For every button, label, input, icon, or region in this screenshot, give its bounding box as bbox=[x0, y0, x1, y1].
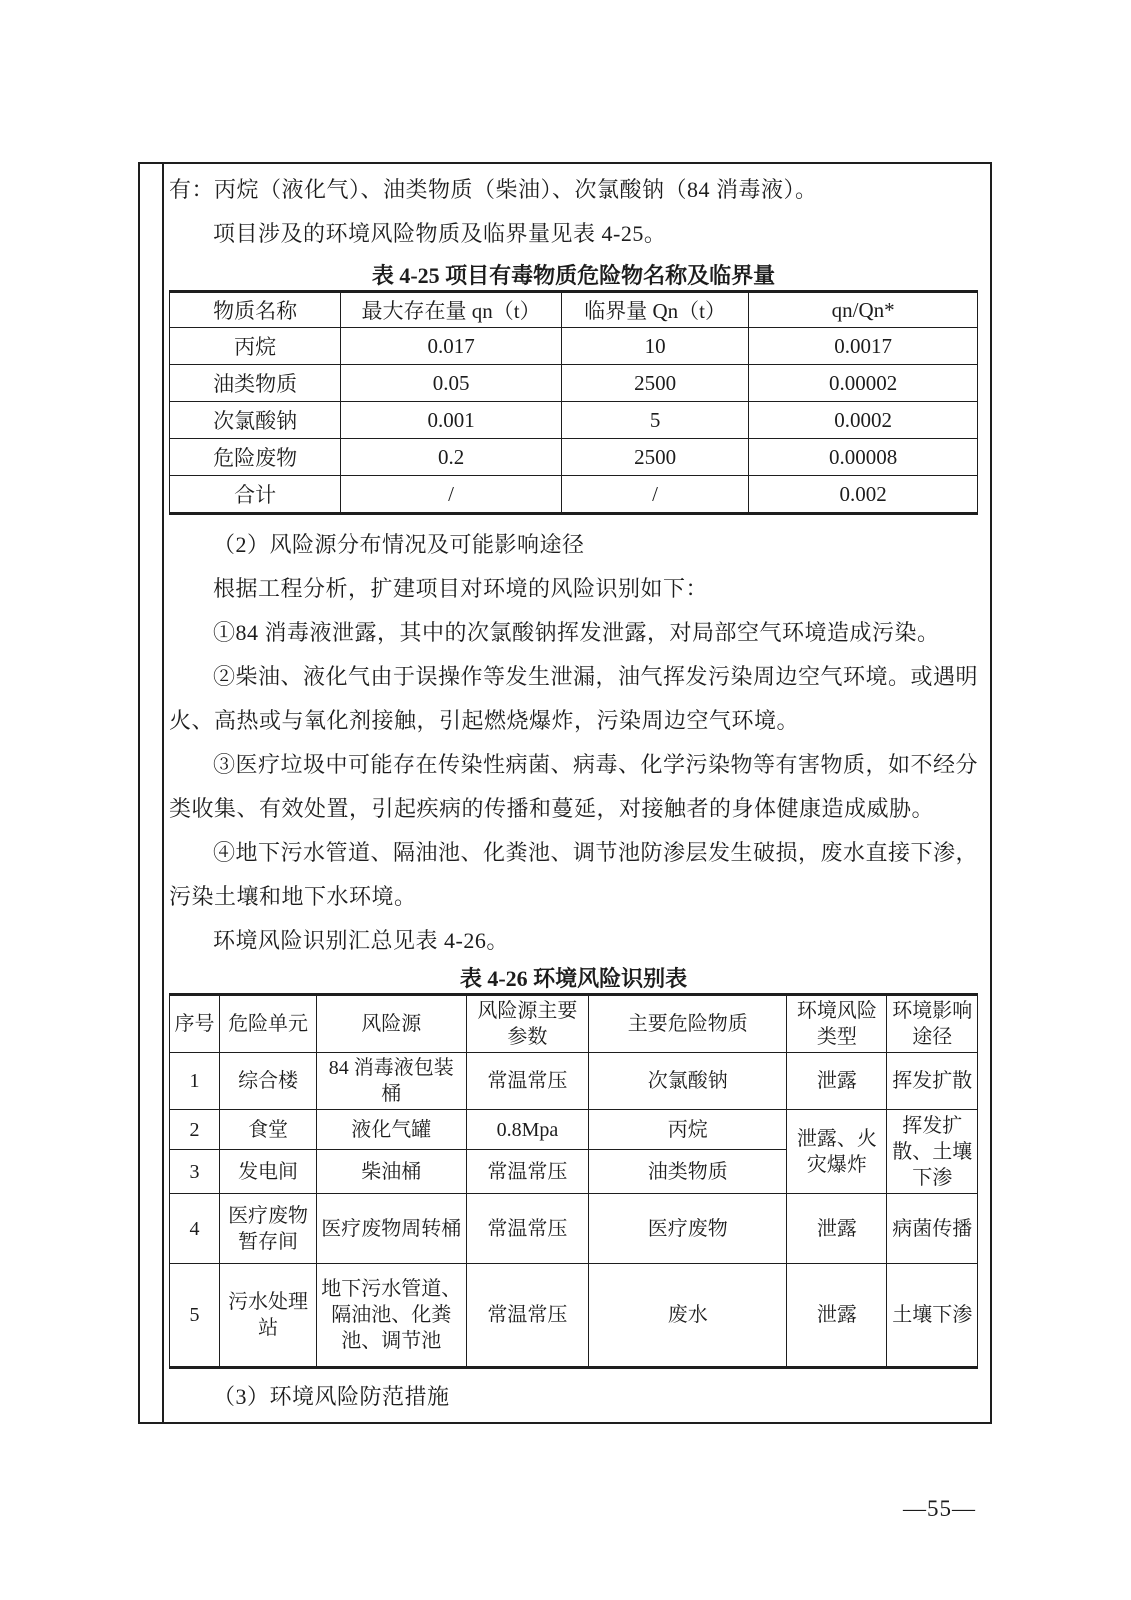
paragraph-risk-1: ①84 消毒液泄露，其中的次氯酸钠挥发泄露，对局部空气环境造成污染。 bbox=[213, 620, 940, 645]
table-cell-merged: 挥发扩散、土壤下渗 bbox=[887, 1110, 978, 1194]
table-cell: 医疗废物暂存间 bbox=[220, 1194, 317, 1264]
table-cell-merged: 泄露、火灾爆炸 bbox=[787, 1110, 887, 1194]
table-cell: 医疗废物周转桶 bbox=[317, 1194, 466, 1264]
page-frame bbox=[138, 162, 992, 1424]
paragraph-risk-3: ③医疗垃圾中可能存在传染性病菌、病毒、化学污染物等有害物质，如不经分类收集、有效处置，引起疾病的传播和蔓延，对接触者的身体健康造成威胁。 bbox=[169, 752, 979, 821]
table-cell: 0.00002 bbox=[749, 365, 978, 402]
table-4-25-header-cell: 物质名称 bbox=[170, 292, 341, 328]
table-cell: / bbox=[561, 476, 748, 514]
table-cell: 2 bbox=[170, 1110, 220, 1150]
intro-line-1: 有：丙烷（液化气）、油类物质（柴油）、次氯酸钠（84 消毒液）。 bbox=[169, 177, 818, 202]
page-number: —55— bbox=[903, 1496, 976, 1521]
table-cell: 液化气罐 bbox=[317, 1110, 466, 1150]
table-row bbox=[170, 402, 978, 439]
table-4-25-title: 表 4-25 项目有毒物质危险物名称及临界量 bbox=[371, 263, 776, 288]
paragraph-table-26-ref: 环境风险识别汇总见表 4-26。 bbox=[213, 928, 509, 953]
table-cell: 常温常压 bbox=[466, 1264, 589, 1368]
table-cell: 5 bbox=[170, 1264, 220, 1368]
table-row bbox=[170, 328, 978, 365]
table-cell: 2500 bbox=[561, 439, 748, 476]
table-cell: 油类物质 bbox=[170, 365, 341, 402]
table-cell: 地下污水管道、隔油池、化粪池、调节池 bbox=[317, 1264, 466, 1368]
table-cell: 常温常压 bbox=[466, 1194, 589, 1264]
table-cell: 油类物质 bbox=[589, 1150, 787, 1194]
table-cell: 0.00008 bbox=[749, 439, 978, 476]
table-cell: 泄露 bbox=[787, 1194, 887, 1264]
table-cell: 医疗废物 bbox=[589, 1194, 787, 1264]
table-4-26-header-cell: 序号 bbox=[170, 995, 220, 1053]
paragraph-risk-source-heading: （2）风险源分布情况及可能影响途径 bbox=[213, 532, 585, 557]
table-cell: 废水 bbox=[589, 1264, 787, 1368]
table-row bbox=[170, 1110, 978, 1150]
table-4-26-header-cell: 环境风险类型 bbox=[787, 995, 887, 1053]
table-cell: 0.2 bbox=[341, 439, 562, 476]
table-4-25-header-row bbox=[170, 292, 978, 328]
table-cell: 土壤下渗 bbox=[887, 1264, 978, 1368]
table-cell: 次氯酸钠 bbox=[170, 402, 341, 439]
table-row bbox=[170, 439, 978, 476]
table-cell: 0.05 bbox=[341, 365, 562, 402]
table-4-25-header-cell: 临界量 Qn（t） bbox=[561, 292, 748, 328]
page-content bbox=[164, 164, 990, 1422]
table-cell: 0.8Mpa bbox=[466, 1110, 589, 1150]
table-4-26-header-cell: 危险单元 bbox=[220, 995, 317, 1053]
table-row bbox=[170, 476, 978, 514]
table-cell: 危险废物 bbox=[170, 439, 341, 476]
table-cell: 1 bbox=[170, 1053, 220, 1110]
paragraph-risk-4: ④地下污水管道、隔油池、化粪池、调节池防渗层发生破损，废水直接下渗，污染土壤和地下水环境。 bbox=[169, 840, 979, 909]
table-cell: 泄露 bbox=[787, 1053, 887, 1110]
table-cell: 0.0002 bbox=[749, 402, 978, 439]
paragraph-analysis-intro: 根据工程分析，扩建项目对环境的风险识别如下： bbox=[213, 576, 709, 601]
table-4-26-title: 表 4-26 环境风险识别表 bbox=[459, 966, 688, 991]
table-row bbox=[170, 1194, 978, 1264]
left-gutter-column bbox=[140, 164, 164, 1422]
table-cell: 柴油桶 bbox=[317, 1150, 466, 1194]
table-cell: 病菌传播 bbox=[887, 1194, 978, 1264]
intro-line-2: 项目涉及的环境风险物质及临界量见表 4-25。 bbox=[213, 221, 667, 246]
table-row bbox=[170, 1264, 978, 1368]
table-cell: 常温常压 bbox=[466, 1053, 589, 1110]
table-4-26-header-cell: 主要危险物质 bbox=[589, 995, 787, 1053]
paragraph-prevention-heading: （3）环境风险防范措施 bbox=[213, 1384, 450, 1409]
table-4-26-header-cell: 环境影响途径 bbox=[887, 995, 978, 1053]
table-4-26-header-row bbox=[170, 995, 978, 1053]
table-cell: 0.002 bbox=[749, 476, 978, 514]
paragraph-risk-2: ②柴油、液化气由于误操作等发生泄漏，油气挥发污染周边空气环境。或遇明火、高热或与氧化剂接触，引起燃烧爆炸，污染周边空气环境。 bbox=[169, 664, 979, 733]
table-cell: 综合楼 bbox=[220, 1053, 317, 1110]
table-cell: 0.017 bbox=[341, 328, 562, 365]
table-cell: 发电间 bbox=[220, 1150, 317, 1194]
table-cell: 5 bbox=[561, 402, 748, 439]
table-4-25 bbox=[169, 290, 978, 515]
table-cell: 4 bbox=[170, 1194, 220, 1264]
table-cell: 0.0017 bbox=[749, 328, 978, 365]
table-cell: 2500 bbox=[561, 365, 748, 402]
table-cell: 泄露 bbox=[787, 1264, 887, 1368]
table-cell: 挥发扩散 bbox=[887, 1053, 978, 1110]
table-row bbox=[170, 1053, 978, 1110]
table-cell: 10 bbox=[561, 328, 748, 365]
table-4-25-header-cell: 最大存在量 qn（t） bbox=[341, 292, 562, 328]
table-4-25-header-cell: qn/Qn* bbox=[749, 292, 978, 328]
table-4-26 bbox=[169, 993, 978, 1369]
table-cell: 3 bbox=[170, 1150, 220, 1194]
table-cell: / bbox=[341, 476, 562, 514]
table-cell: 丙烷 bbox=[170, 328, 341, 365]
table-cell: 合计 bbox=[170, 476, 341, 514]
table-cell: 食堂 bbox=[220, 1110, 317, 1150]
table-cell: 丙烷 bbox=[589, 1110, 787, 1150]
table-cell: 常温常压 bbox=[466, 1150, 589, 1194]
table-4-26-header-cell: 风险源主要参数 bbox=[466, 995, 589, 1053]
table-4-26-header-cell: 风险源 bbox=[317, 995, 466, 1053]
table-cell: 次氯酸钠 bbox=[589, 1053, 787, 1110]
table-cell: 0.001 bbox=[341, 402, 562, 439]
table-cell: 污水处理站 bbox=[220, 1264, 317, 1368]
table-cell: 84 消毒液包装桶 bbox=[317, 1053, 466, 1110]
table-row bbox=[170, 365, 978, 402]
